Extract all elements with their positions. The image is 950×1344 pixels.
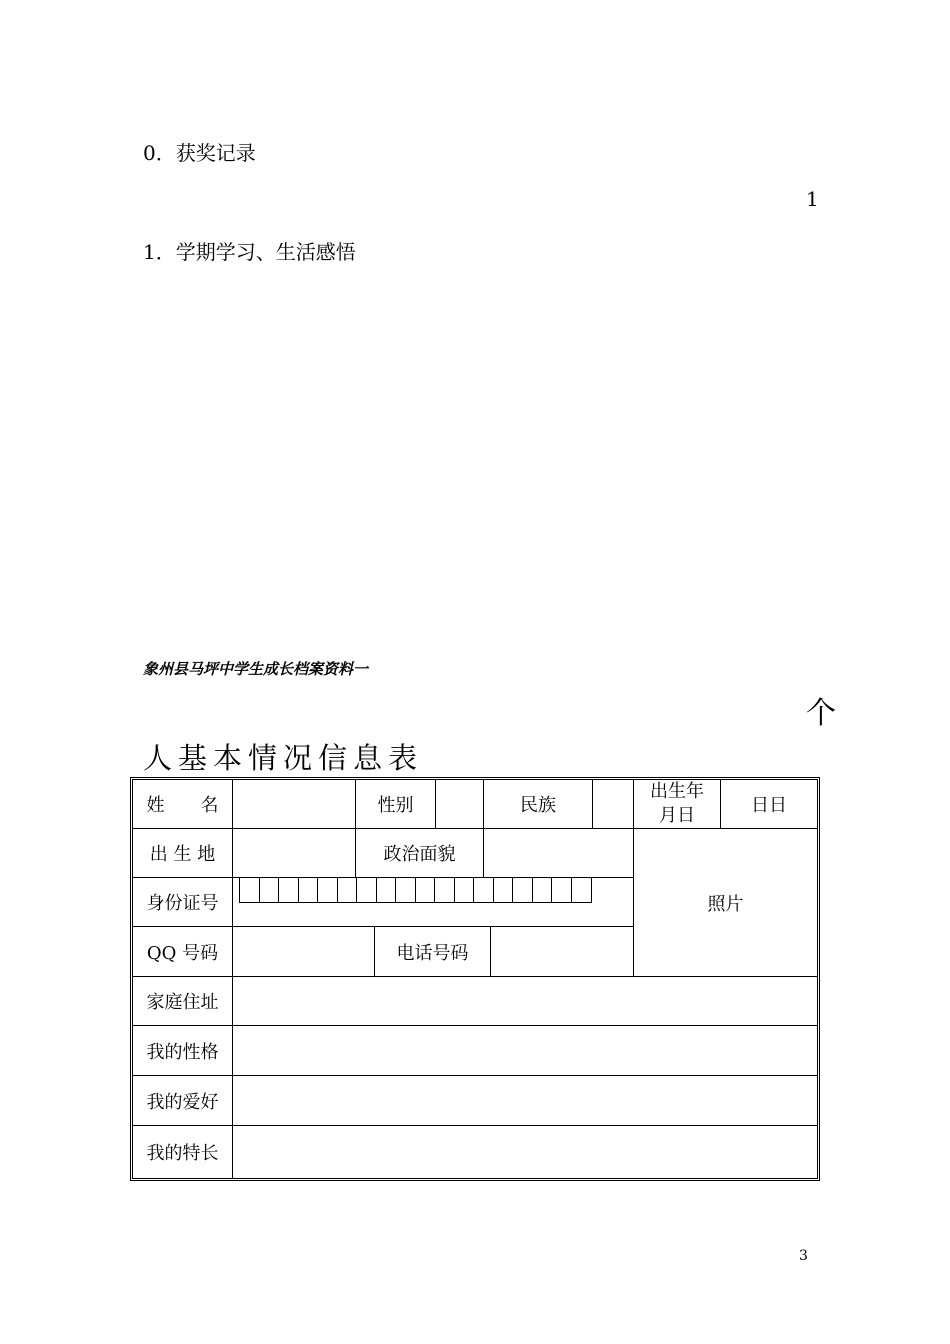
- birth-field[interactable]: 日日: [721, 780, 817, 829]
- name-field[interactable]: [233, 780, 356, 829]
- address-field[interactable]: [233, 977, 817, 1026]
- document-subtitle: 象州县马坪中学生成长档案资料一: [143, 660, 369, 678]
- phone-field[interactable]: [491, 927, 634, 977]
- hobby-label: 我的爱好: [133, 1076, 233, 1126]
- id-digit-box[interactable]: [377, 878, 397, 902]
- hobby-field[interactable]: [233, 1076, 817, 1126]
- address-label: 家庭住址: [133, 977, 233, 1026]
- political-label: 政治面貌: [356, 829, 484, 878]
- personality-field[interactable]: [233, 1026, 817, 1076]
- title-first-char: 个: [806, 696, 836, 731]
- info-form-table: [130, 777, 820, 1181]
- id-digit-box[interactable]: [533, 878, 553, 902]
- id-digit-box[interactable]: [416, 878, 436, 902]
- section-awards: 0．获奖记录: [143, 141, 256, 165]
- id-digit-box[interactable]: [260, 878, 280, 902]
- id-digit-box[interactable]: [396, 878, 416, 902]
- id-field[interactable]: [233, 878, 634, 927]
- section-reflections: 1．学期学习、生活感悟: [143, 240, 356, 264]
- id-digit-box[interactable]: [279, 878, 299, 902]
- ethnicity-label: 民族: [484, 780, 593, 829]
- personality-label: 我的性格: [133, 1026, 233, 1076]
- qq-field[interactable]: [233, 927, 375, 977]
- id-digit-box[interactable]: [299, 878, 319, 902]
- id-digit-box[interactable]: [240, 878, 260, 902]
- id-digit-box[interactable]: [338, 878, 358, 902]
- id-digit-box[interactable]: [552, 878, 572, 902]
- page-number: 3: [799, 1248, 808, 1264]
- page-title: 人基本情况信息表: [143, 741, 424, 775]
- id-box-strip: [239, 878, 592, 903]
- page-marker: 1: [806, 187, 819, 211]
- id-digit-box[interactable]: [455, 878, 475, 902]
- political-field[interactable]: [484, 829, 634, 878]
- talent-field[interactable]: [233, 1126, 817, 1178]
- id-digit-box[interactable]: [318, 878, 338, 902]
- id-digit-box[interactable]: [357, 878, 377, 902]
- id-digit-box[interactable]: [494, 878, 514, 902]
- id-digit-box[interactable]: [435, 878, 455, 902]
- qq-label: QQ 号码: [133, 927, 233, 977]
- birthplace-label: 出 生 地: [133, 829, 233, 878]
- phone-label: 电话号码: [375, 927, 491, 977]
- photo-area[interactable]: 照片: [634, 829, 817, 977]
- id-digit-box[interactable]: [474, 878, 494, 902]
- gender-field[interactable]: [436, 780, 484, 829]
- talent-label: 我的特长: [133, 1126, 233, 1178]
- ethnicity-field[interactable]: [593, 780, 634, 829]
- id-digit-box[interactable]: [513, 878, 533, 902]
- birth-label: 出生年 月日: [634, 780, 721, 829]
- birthplace-field[interactable]: [233, 829, 356, 878]
- gender-label: 性别: [356, 780, 436, 829]
- id-label: 身份证号: [133, 878, 233, 927]
- name-label: 姓 名: [133, 780, 233, 829]
